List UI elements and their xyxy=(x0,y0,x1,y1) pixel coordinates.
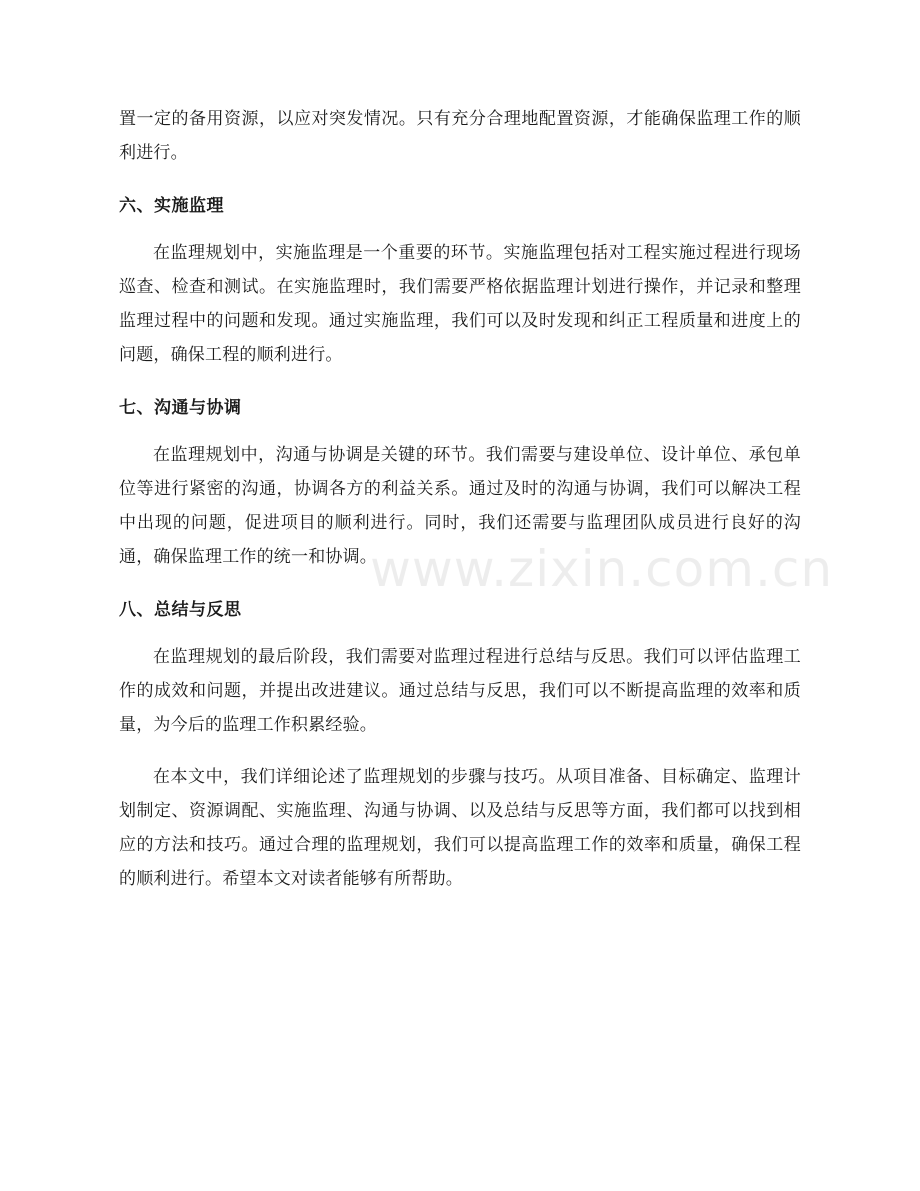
paragraph-conclusion: 在本文中，我们详细论述了监理规划的步骤与技巧。从项目准备、目标确定、监理计划制定、资源调配、实施监理、沟通与协调、以及总结与反思等方面，我们都可以找到相应的方法和技巧。通过合理的监理规划，我们可以提高监理工作的效率和质量，确保工程的顺利进行。希望本文对读者能够有所帮助。 xyxy=(119,767,801,889)
paragraph-resource-continuation: 置一定的备用资源，以应对突发情况。只有充分合理地配置资源，才能确保监理工作的顺利进行。 xyxy=(119,109,801,163)
section-heading-implement-supervision: 六、实施监理 xyxy=(119,196,224,216)
watermark: www.zixin.com.cn xyxy=(370,540,834,598)
paragraph-communication-coordination: 在监理规划中，沟通与协调是关键的环节。我们需要与建设单位、设计单位、承包单位等进行紧密的沟通，协调各方的利益关系。通过及时的沟通与协调，我们可以解决工程中出现的问题，促进项目的顺利进行。同时，我们还需要与监理团队成员进行良好的沟通，确保监理工作的统一和协调。 xyxy=(119,445,801,567)
paragraph-implement-supervision: 在监理规划中，实施监理是一个重要的环节。实施监理包括对工程实施过程进行现场巡查、检查和测试。在实施监理时，我们需要严格依据监理计划进行操作，并记录和整理监理过程中的问题和发现。通过实施监理，我们可以及时发现和纠正工程质量和进度上的问题，确保工程的顺利进行。 xyxy=(119,243,801,365)
section-heading-summary-reflection: 八、总结与反思 xyxy=(119,600,242,620)
document-body xyxy=(119,102,801,914)
section-heading-communication-coordination: 七、沟通与协调 xyxy=(119,398,242,418)
paragraph-summary-reflection: 在监理规划的最后阶段，我们需要对监理过程进行总结与反思。我们可以评估监理工作的成效和问题，并提出改进建议。通过总结与反思，我们可以不断提高监理的效率和质量，为今后的监理工作积累经验。 xyxy=(119,647,801,735)
